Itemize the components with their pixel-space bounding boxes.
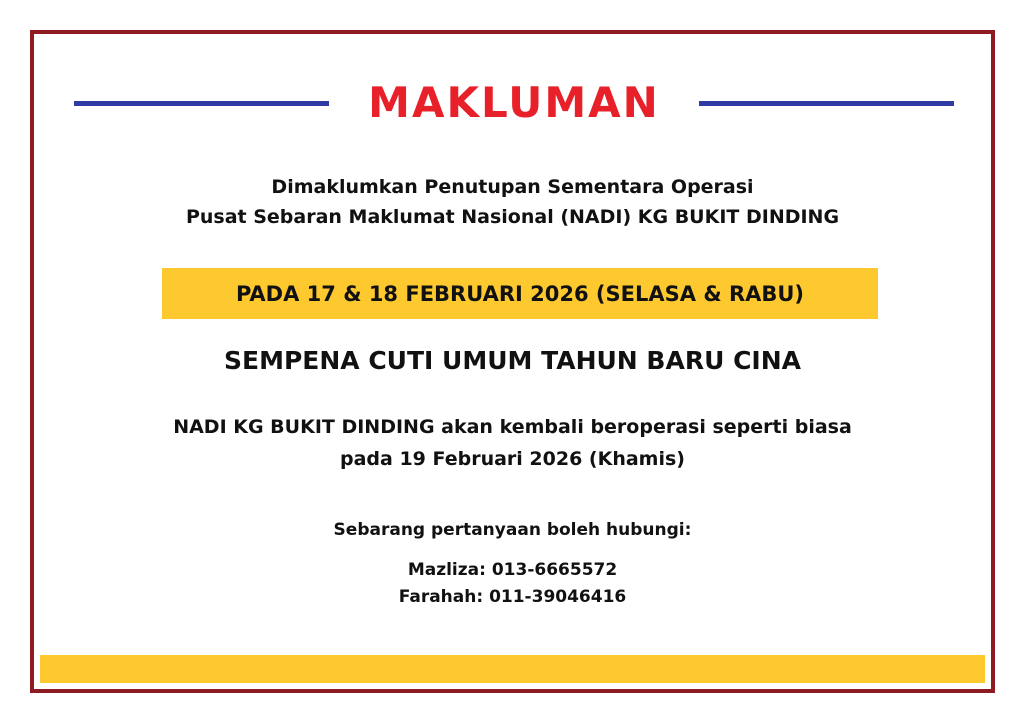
resume-line-1: NADI KG BUKIT DINDING akan kembali beroperasi seperti biasa	[173, 416, 852, 438]
date-banner-text: PADA 17 & 18 FEBRUARI 2026 (SELASA & RABU)	[235, 281, 805, 306]
notice-frame	[30, 30, 995, 693]
notice-title: MAKLUMAN	[368, 78, 660, 127]
date-banner	[162, 268, 878, 319]
contact-heading: Sebarang pertanyaan boleh hubungi:	[333, 520, 692, 540]
contact-farahah: Farahah: 011-39046416	[398, 587, 627, 607]
occasion-text: SEMPENA CUTI UMUM TAHUN BARU CINA	[224, 346, 801, 375]
title-rule-left	[74, 101, 329, 106]
intro-line-2: Pusat Sebaran Maklumat Nasional (NADI) KG BUKIT DINDING	[185, 206, 840, 228]
bottom-band	[40, 655, 985, 683]
intro-line-1: Dimaklumkan Penutupan Sementara Operasi	[271, 176, 754, 198]
title-row	[74, 78, 954, 128]
title-rule-right	[699, 101, 954, 106]
resume-line-2: pada 19 Februari 2026 (Khamis)	[340, 448, 685, 470]
contact-mazliza: Mazliza: 013-6665572	[407, 560, 618, 580]
